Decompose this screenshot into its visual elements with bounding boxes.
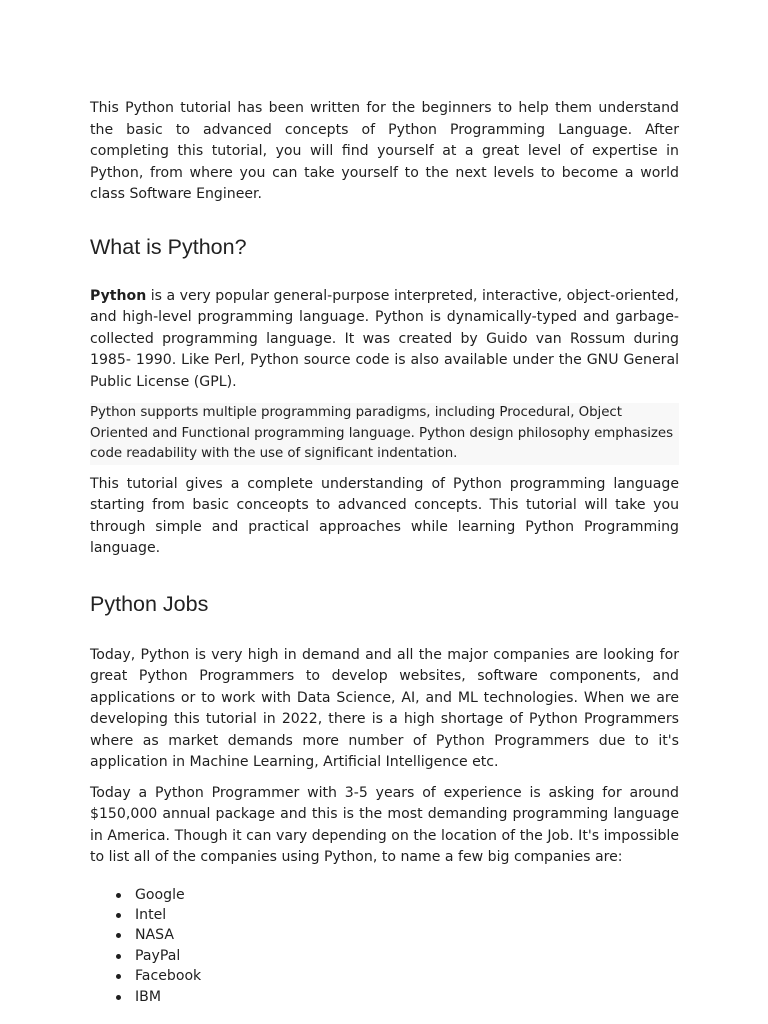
intro-paragraph: This Python tutorial has been written for the beginners to help them understand the basic to advanced concepts of Python Programming Language. After completing this tutorial, you will find yourself at a great level of expertise in Python, from where you can take yourself to the next levels to become a world class Software Engineer. xyxy=(90,100,679,202)
list-item: Intel xyxy=(116,905,679,925)
jobs-demand-paragraph: Today, Python is very high in demand and all the major companies are looking for great Python Programmers to develop websites, software components, and applications or to work with Data Science, AI, and ML technologies. When we are developing this tutorial in 2022, there is a high shortage of Python Programmers where as market demands more number of Python Programmers due to it's application in Machine Learning, Artificial Intelligence etc. xyxy=(90,646,679,770)
python-description-text: is a very popular general-purpose interpreted, interactive, object-oriented, and high-level programming language. Python is dynamically-typed and garbage-collected programming language. It was created by Guido van Rossum during 1985- 1990. Like Perl, Python source code is also available under the GNU General Public License (GPL). xyxy=(90,287,679,390)
list-item: Google xyxy=(116,885,679,905)
list-item: Facebook xyxy=(116,966,679,986)
companies-list xyxy=(90,885,679,1007)
python-bold-term: Python xyxy=(90,287,147,304)
list-item: IBM xyxy=(116,987,679,1007)
section-heading-what-is-python: What is Python? xyxy=(90,234,247,259)
tutorial-overview-paragraph: This tutorial gives a complete understanding of Python programming language starting from basic conceopts to advanced concepts. This tutorial will take you through simple and practical approaches while learning Python Programming language. xyxy=(90,475,679,556)
list-item: NASA xyxy=(116,925,679,945)
python-description-paragraph xyxy=(90,286,679,394)
paradigms-note: Python supports multiple programming paradigms, including Procedural, Object Oriented and Functional programming language. Python design philosophy emphasizes code readability with the use of significant indentation. xyxy=(90,403,679,465)
jobs-salary-paragraph: Today a Python Programmer with 3-5 years of experience is asking for around $150,000 annual package and this is the most demanding programming language in America. Though it can vary depending on the location of the Job. It's impossible to list all of the companies using Python, to name a few big companies are: xyxy=(90,784,679,865)
section-heading-python-jobs: Python Jobs xyxy=(90,591,209,616)
list-item: PayPal xyxy=(116,946,679,966)
